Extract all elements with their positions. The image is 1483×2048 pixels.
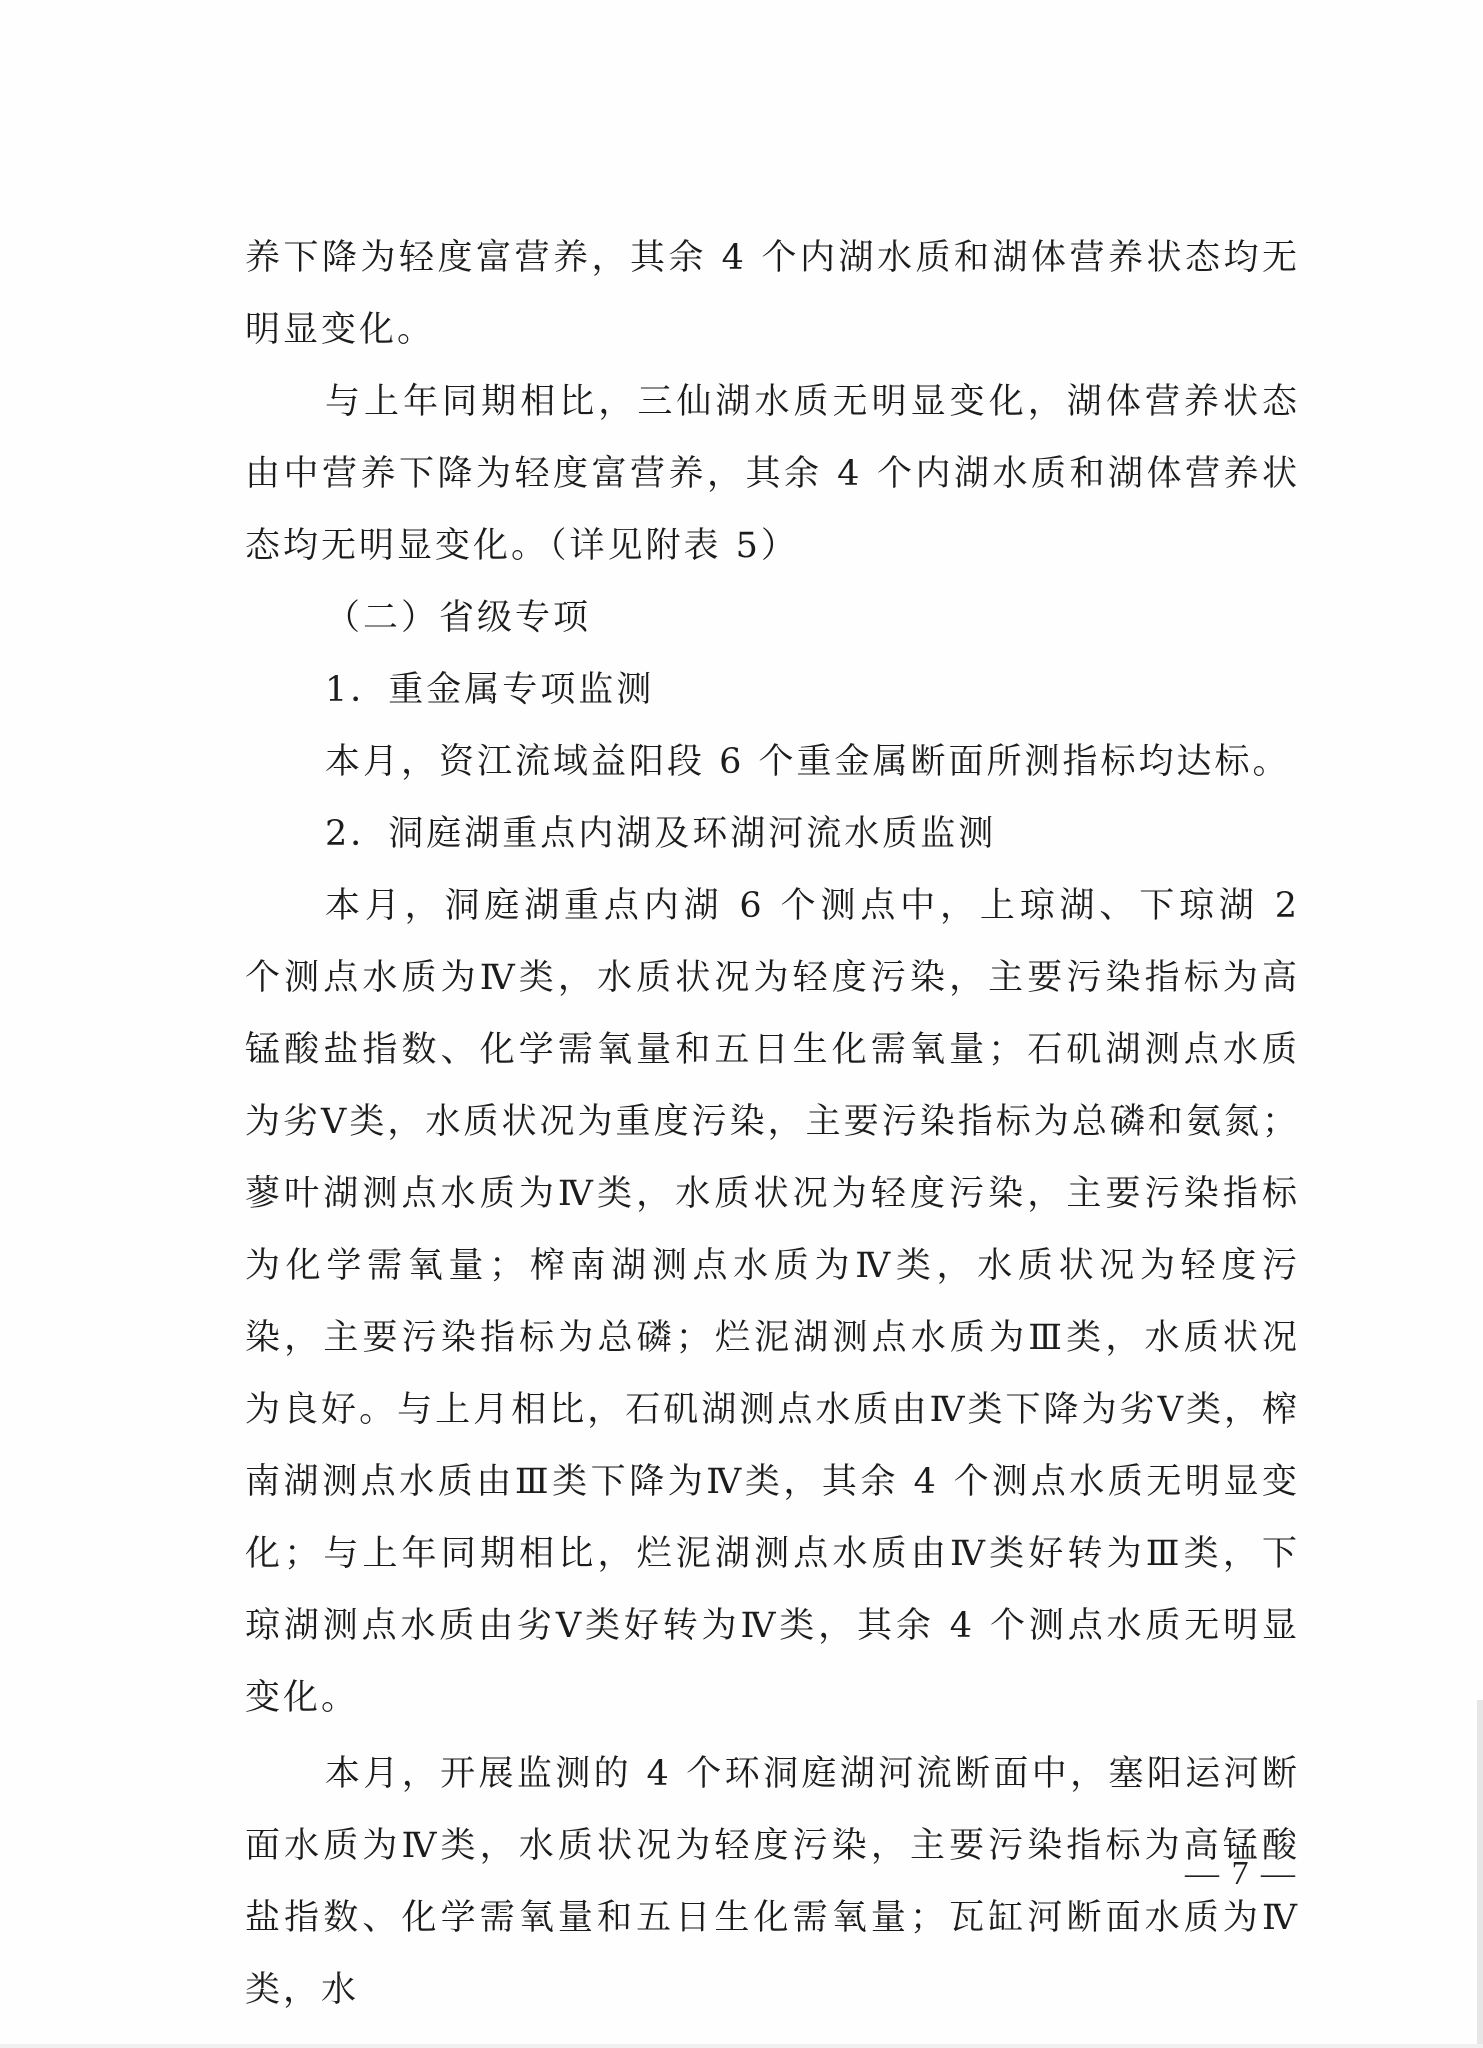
paragraph-inner-lakes: 本月，洞庭湖重点内湖 6 个测点中，上琼湖、下琼湖 2 个测点水质为Ⅳ类，水质状况为轻度污染，主要污染指标为高锰酸盐指数、化学需氧量和五日生化需氧量；石矶湖测点水质为劣Ⅴ类，水质状况为重度污染，主要污染指标为总磷和氨氮；蓼叶湖测点水质为Ⅳ类，水质状况为轻度污染，主要污染指标为化学需氧量；榨南湖测点水质为Ⅳ类，水质状况为轻度污染，主要污染指标为总磷；烂泥湖测点水质为Ⅲ类，水质状况为良好。与上月相比，石矶湖测点水质由Ⅳ类下降为劣Ⅴ类，榨南湖测点水质由Ⅲ类下降为Ⅳ类，其余 4 个测点水质无明显变化；与上年同期相比，烂泥湖测点水质由Ⅳ类好转为Ⅲ类，下琼湖测点水质由劣Ⅴ类好转为Ⅳ类，其余 4 个测点水质无明显变化。 xyxy=(245,886,1300,1718)
page-number: — 7 — xyxy=(1185,1855,1297,1892)
subheading-dongting-lake: 2．洞庭湖重点内湖及环湖河流水质监测 xyxy=(325,814,997,854)
paragraph-continuation: 养下降为轻度富营养，其余 4 个内湖水质和湖体营养状态均无明显变化。 xyxy=(245,238,1300,350)
paragraph-rivers: 本月，开展监测的 4 个环洞庭湖河流断面中，塞阳运河断面水质为Ⅳ类，水质状况为轻度污染，主要污染指标为高锰酸盐指数、化学需氧量和五日生化需氧量；瓦缸河断面水质为Ⅳ类，水 xyxy=(245,1754,1300,2010)
scan-edge-shadow xyxy=(1477,1700,1483,2048)
paragraph-year-comparison: 与上年同期相比，三仙湖水质无明显变化，湖体营养状态由中营养下降为轻度富营养，其余 4 个内湖水质和湖体营养状态均无明显变化。（详见附表 5） xyxy=(245,382,1300,566)
section-heading-provincial: （二）省级专项 xyxy=(325,598,592,638)
paragraph-heavy-metal: 本月，资江流域益阳段 6 个重金属断面所测指标均达标。 xyxy=(325,742,1291,782)
subheading-heavy-metal: 1．重金属专项监测 xyxy=(325,670,655,710)
scan-bottom-edge xyxy=(0,2044,1483,2048)
document-body xyxy=(245,222,1300,2026)
